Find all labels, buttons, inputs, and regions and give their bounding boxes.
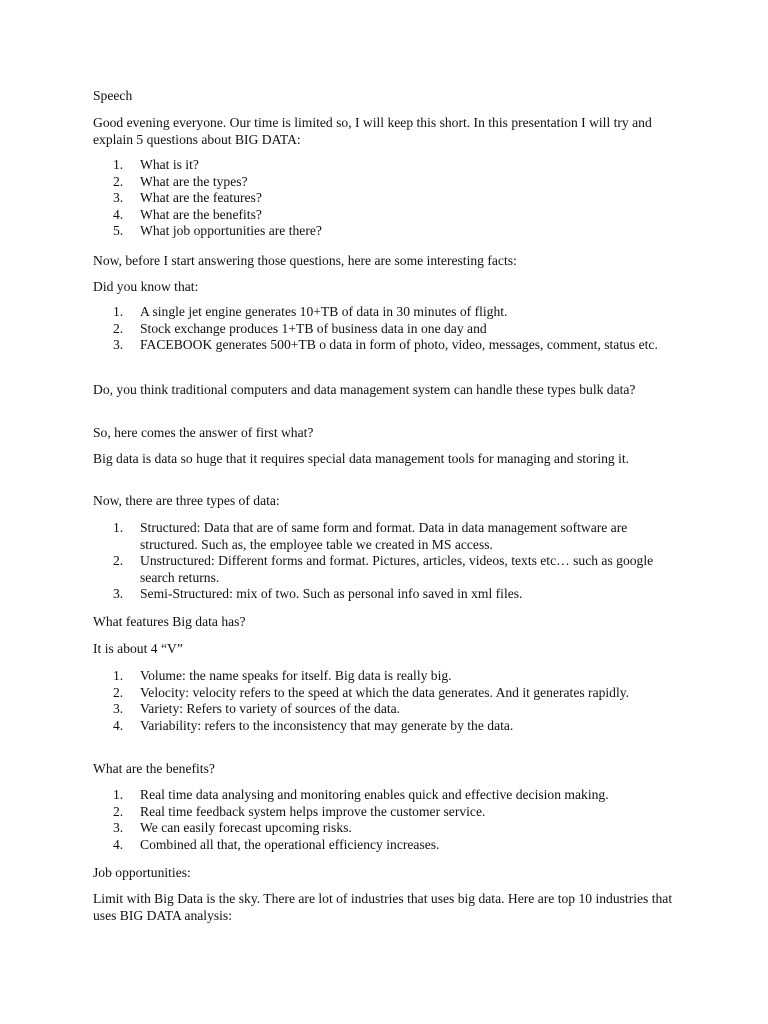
list-item: 1. A single jet engine generates 10+TB of data in 30 minutes of flight. bbox=[113, 304, 508, 319]
speech-heading: Speech bbox=[93, 88, 133, 103]
list-item: 2. Velocity: velocity refers to the speed at which the data generates. And it generates rapidly. bbox=[113, 684, 630, 700]
benefits-question-paragraph: What are the benefits? bbox=[93, 761, 215, 776]
list-item: 5. What job opportunities are there? bbox=[113, 223, 322, 238]
list-item: 1. What is it? bbox=[113, 157, 199, 172]
list-item: 3. We can easily forecast upcoming risks. bbox=[113, 820, 352, 835]
list-item: 2. Stock exchange produces 1+TB of business data in one day and bbox=[113, 320, 487, 336]
list-item: 3. What are the features? bbox=[113, 190, 262, 205]
list-item: 3. FACEBOOK generates 500+TB o data in form of photo, video, messages, comment, status etc. bbox=[113, 337, 658, 352]
job-heading-paragraph: Job opportunities: bbox=[93, 865, 191, 880]
list-item: 1. Structured: Data that are of same form and format. Data in data management software are structured. Such as, the employee table we created in MS access. bbox=[113, 520, 628, 552]
definition-paragraph: Big data is data so huge that it requires special data management tools for managing and storing it. bbox=[93, 451, 630, 466]
list-item: 2. Unstructured: Different forms and format. Pictures, articles, videos, texts etc… such as google search returns. bbox=[113, 553, 654, 585]
list-item: 2. Real time feedback system helps improve the customer service. bbox=[113, 803, 486, 819]
before-facts-paragraph: Now, before I start answering those questions, here are some interesting facts: bbox=[93, 253, 517, 268]
four-v-paragraph: It is about 4 “V” bbox=[93, 641, 183, 656]
list-item: 4. What are the benefits? bbox=[113, 206, 262, 222]
list-item: 1. Volume: the name speaks for itself. Big data is really big. bbox=[113, 668, 452, 683]
list-item: 4. Combined all that, the operational efficiency increases. bbox=[113, 836, 440, 852]
did-you-know-paragraph: Did you know that: bbox=[93, 279, 199, 294]
features-list bbox=[93, 668, 678, 734]
job-text-paragraph: Limit with Big Data is the sky. There are lot of industries that uses big data. Here are top 10 industries that uses BIG DATA analysis: bbox=[93, 891, 673, 923]
benefits-list bbox=[93, 787, 678, 853]
list-item: 4. Variability: refers to the inconsistency that may generate by the data. bbox=[113, 717, 514, 733]
first-what-paragraph: So, here comes the answer of first what? bbox=[93, 425, 314, 440]
types-list bbox=[93, 520, 678, 603]
questions-list bbox=[93, 157, 678, 240]
list-item: 1. Real time data analysing and monitoring enables quick and effective decision making. bbox=[113, 787, 609, 802]
features-question-paragraph: What features Big data has? bbox=[93, 614, 246, 629]
list-item: 3. Variety: Refers to variety of sources of the data. bbox=[113, 701, 401, 716]
list-item: 3. Semi-Structured: mix of two. Such as personal info saved in xml files. bbox=[113, 586, 523, 601]
types-intro-paragraph: Now, there are three types of data: bbox=[93, 493, 280, 508]
facts-list bbox=[93, 304, 678, 354]
traditional-question-paragraph: Do, you think traditional computers and data management system can handle these types bulk data? bbox=[93, 382, 636, 397]
list-item: 2. What are the types? bbox=[113, 173, 248, 189]
intro-paragraph: Good evening everyone. Our time is limited so, I will keep this short. In this presentation I will try and explain 5 questions about BIG DATA: bbox=[93, 115, 652, 147]
